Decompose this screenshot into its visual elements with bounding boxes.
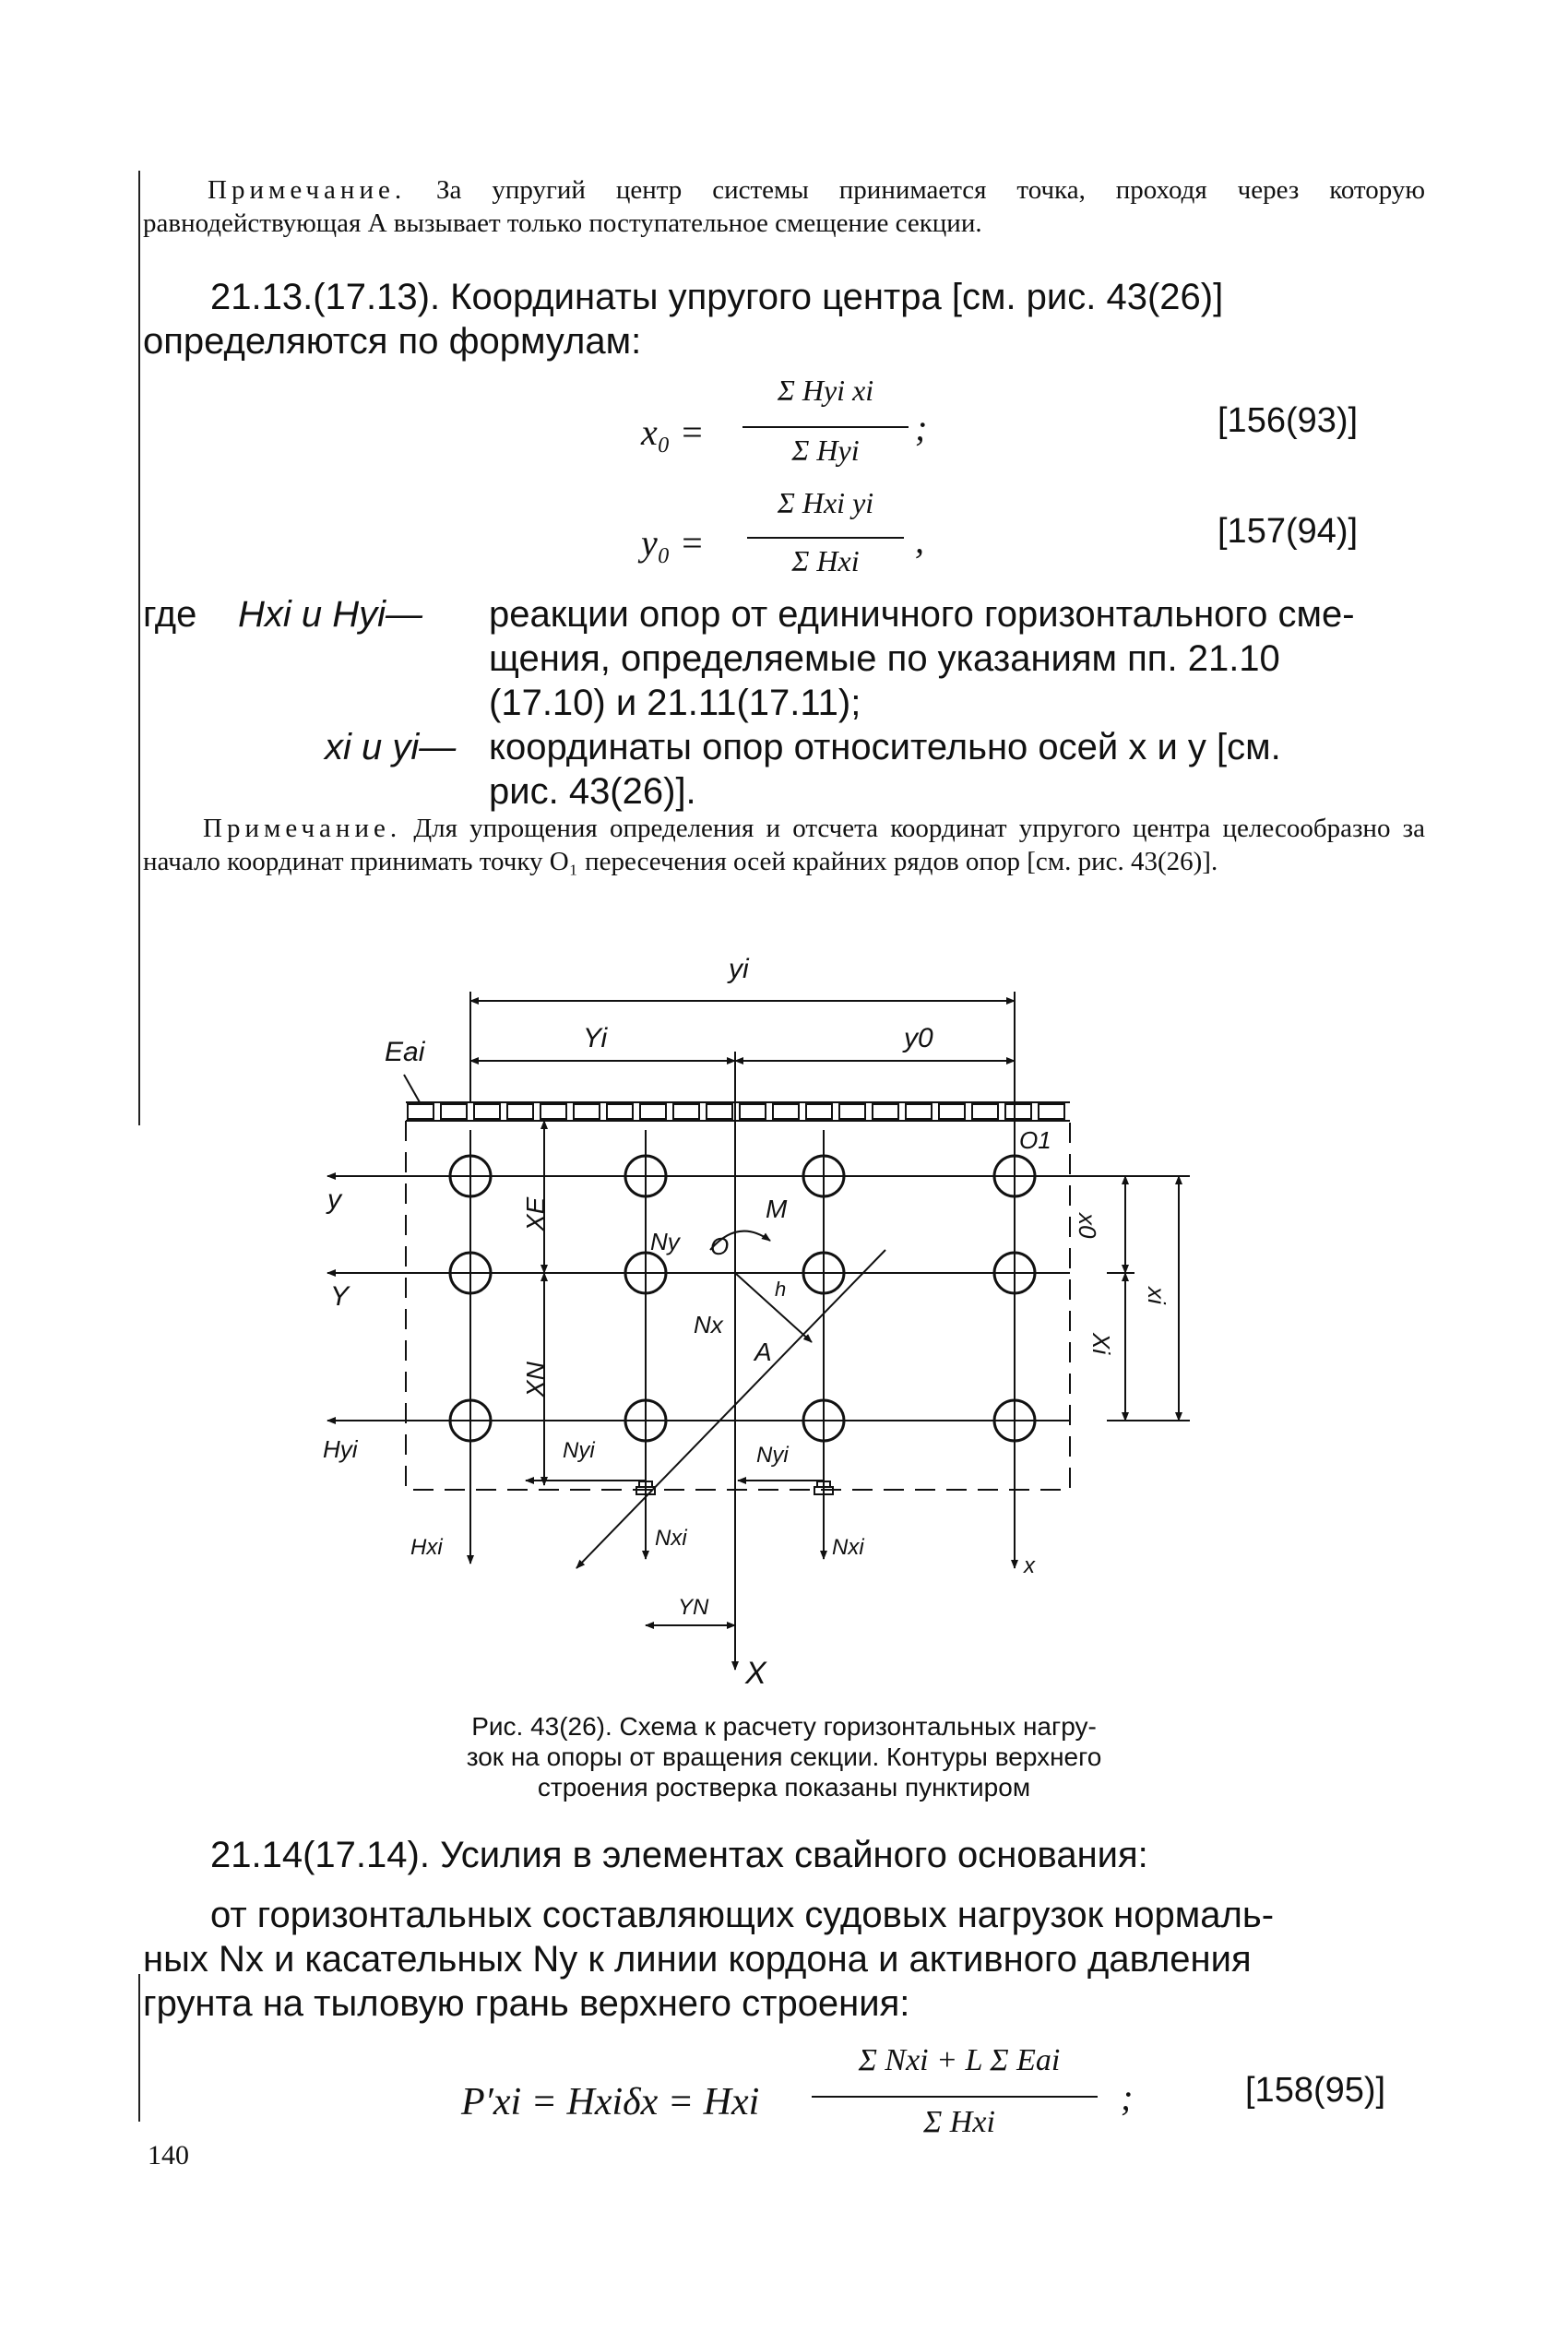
label-YN: YN	[678, 1595, 709, 1620]
formula-157-punct: ,	[915, 519, 924, 561]
section-21-13-line2: определяются по формулам:	[143, 321, 642, 362]
label-xi: xi	[1143, 1287, 1170, 1304]
label-Nx: Nx	[694, 1311, 723, 1338]
formula-158-numerator: Σ Nxi + L Σ Eai	[858, 2043, 1061, 2077]
crenel-block	[1005, 1104, 1031, 1119]
label-x-axis: x	[1024, 1553, 1035, 1578]
figure-caption	[277, 1711, 1291, 1802]
label-Nxi-2: Nxi	[832, 1535, 864, 1560]
label-Y-axis: Y	[330, 1281, 350, 1312]
crenel-block	[972, 1104, 998, 1119]
where-sym2: xi и yi—	[325, 727, 457, 767]
label-Hyi: Hyi	[323, 1435, 358, 1463]
formula-156-punct: ;	[915, 407, 928, 448]
label-Ny: Ny	[650, 1228, 680, 1255]
label-O1: O1	[1019, 1126, 1051, 1154]
where-def2-l2: рис. 43(26)].	[489, 771, 696, 812]
crenel-block	[839, 1104, 865, 1119]
caption-line-2: зок на опоры от вращения секции. Контуры верхнего	[466, 1742, 1102, 1771]
superstructure-edge	[406, 1102, 1070, 1121]
caption-line-1: Рис. 43(26). Схема к расчету горизонтальных нагру-	[471, 1712, 1097, 1741]
formula-156-numerator: Σ Hyi xi	[777, 374, 874, 407]
formula-157-lhs: y₀ =	[641, 522, 705, 564]
label-Hxi: Hxi	[410, 1535, 443, 1560]
crenel-block	[806, 1104, 832, 1119]
formula-157-numerator: Σ Hxi yi	[777, 486, 874, 519]
crenel-block	[740, 1104, 766, 1119]
label-Nxi-1: Nxi	[655, 1526, 687, 1551]
page-number: 140	[148, 2140, 189, 2171]
note-1-text: За упругий центр системы принимается точка, проходя через которую равнодействующая А вызывает только поступательное смещение секции.	[143, 175, 1426, 238]
label-y0: y0	[904, 1023, 933, 1053]
formula-158-lhs: P′xi = Hxiδx = Hxi	[461, 2081, 760, 2123]
crenel-block	[673, 1104, 699, 1119]
where-sym1: Hxi и Hyi—	[238, 594, 423, 635]
formula-156-lhs: x₀ =	[641, 411, 705, 453]
label-h: h	[775, 1278, 787, 1301]
crenel-block	[607, 1104, 633, 1119]
label-x0: x0	[1074, 1213, 1101, 1239]
section-21-14-p-l2: ных Nx и касательных Ny к линии кордона и активного давления	[143, 1939, 1252, 1980]
formula-157-denominator: Σ Hxi	[791, 544, 860, 577]
section-21-14-p-l1: от горизонтальных составляющих судовых нагрузок нормаль-	[210, 1895, 1275, 1935]
crenel-block	[707, 1104, 732, 1119]
label-XN: XN	[521, 1362, 550, 1397]
label-O: O	[710, 1232, 730, 1260]
formula-157-tag: [157(94)]	[1218, 512, 1359, 551]
label-M: M	[766, 1195, 788, 1223]
label-Nyi-2: Nyi	[756, 1443, 789, 1468]
formula-158-bar	[812, 2096, 1098, 2098]
label-Yi: Yi	[583, 1023, 608, 1053]
formula-158-tag: [158(95)]	[1245, 2071, 1386, 2110]
section-21-14-p-l3: грунта на тыловую грань верхнего строения:	[143, 1983, 910, 2024]
label-A: A	[754, 1338, 772, 1366]
where-def1-l1: реакции опор от единичного горизонтального сме-	[489, 594, 1355, 635]
crenel-block	[773, 1104, 799, 1119]
where-lead: где	[143, 594, 197, 635]
crenel-block	[408, 1104, 434, 1119]
section-21-14-title: 21.14(17.14). Усилия в элементах свайного основания:	[210, 1835, 1148, 1875]
arm-h	[735, 1273, 812, 1342]
section-21-13-line1: 21.13.(17.13). Координаты упругого центра [см. рис. 43(26)]	[210, 277, 1224, 317]
note-2-text: Для упрощения определения и отсчета координат упругого центра целесообразно за начало координат принимать точку O₁ пересечения осей крайних рядов опор [см. рис. 43(26)].	[143, 814, 1425, 876]
label-Xi: Xi	[1087, 1333, 1115, 1355]
crenel-block	[873, 1104, 898, 1119]
where-def1-l2: щения, определяемые по указаниям пп. 21.10	[489, 638, 1280, 679]
formula-156-denominator: Σ Hyi	[791, 434, 860, 467]
crenel-block	[441, 1104, 467, 1119]
label-yi-top: yi	[729, 954, 749, 984]
note-1-label: Примечание.	[208, 175, 407, 205]
formula-156-tag: [156(93)]	[1218, 401, 1359, 440]
where-def2-l1: координаты опор относительно осей x и y [см.	[489, 727, 1281, 767]
crenel-block	[1039, 1104, 1064, 1119]
where-def1-l3: (17.10) и 21.11(17.11);	[489, 683, 861, 723]
crenel-block	[640, 1104, 666, 1119]
formula-158-punct: ;	[1121, 2076, 1134, 2118]
caption-line-3: строения ростверка показаны пунктиром	[537, 1773, 1031, 1802]
crenel-block	[574, 1104, 600, 1119]
crenel-block	[507, 1104, 533, 1119]
crenel-block	[474, 1104, 500, 1119]
crenel-block	[906, 1104, 932, 1119]
label-y-axis: y	[327, 1184, 341, 1215]
label-XE: XE	[521, 1196, 550, 1231]
formula-158-denominator: Σ Hxi	[923, 2105, 995, 2139]
label-X-axis: X	[745, 1656, 766, 1691]
label-Nyi-1: Nyi	[563, 1438, 595, 1463]
label-Eai: Eai	[385, 1037, 425, 1067]
crenel-block	[540, 1104, 566, 1119]
note-2-label: Примечание.	[203, 814, 402, 843]
crenel-block	[939, 1104, 965, 1119]
